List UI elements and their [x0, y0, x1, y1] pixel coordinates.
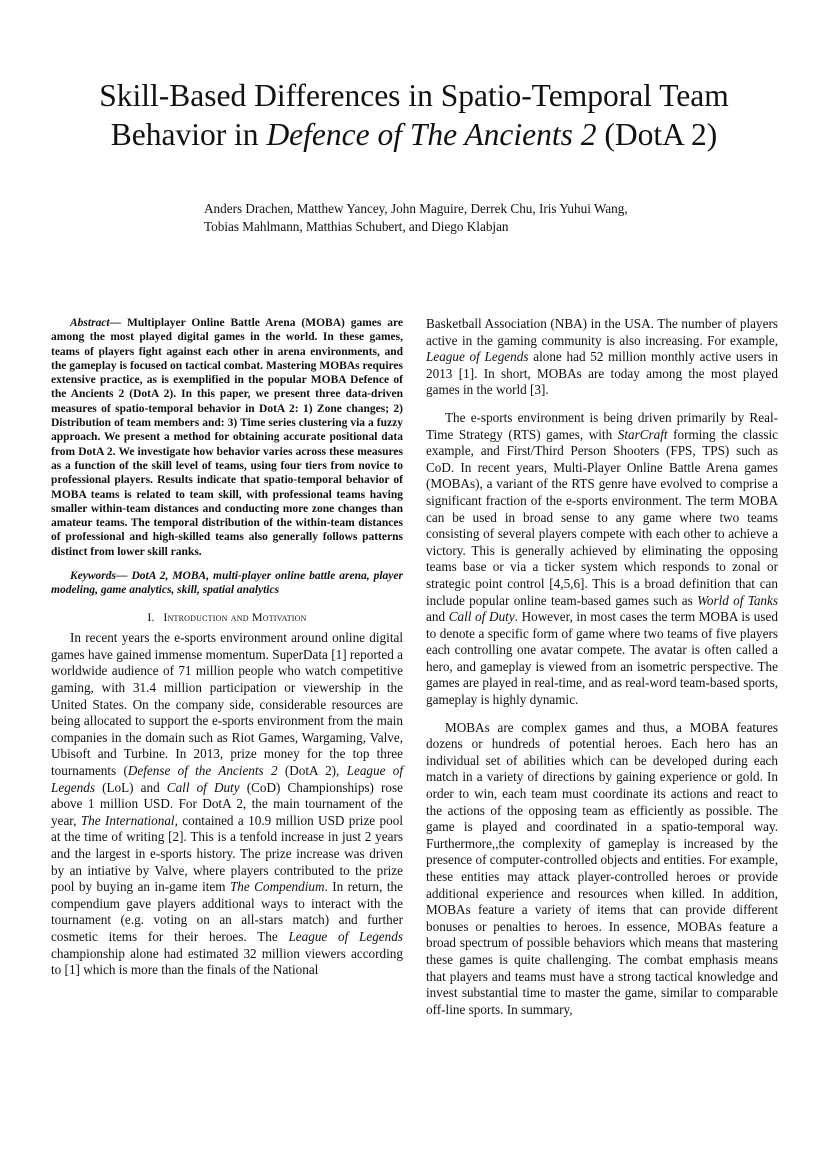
title-game-name: Defence of The Ancients 2 [266, 117, 597, 152]
abstract-text: — Multiplayer Online Battle Arena (MOBA) games are among the most played digital games in the world. In these games, teams of players fight against each other in arena environments, and the gameplay is focused on tactical combat. Mastering MOBAs requires extensive practice, as is exemplified in the popular MOBA Defence of the Ancients 2 (DotA 2). In this paper, we present three data-driven measures of spatio-temporal behavior in DotA 2: 1) Zone changes; 2) Distribution of team members and: 3) Time series clustering via a fuzzy approach. We present a method for obtaining accurate positional data from DotA 2. We investigate how behavior varies across these measures as a function of the skill level of teams, using four tiers from novice to professional players. Results indicate that spatio-temporal behavior of MOBA teams is related to team skill, with professional teams having smaller within-team distances and conducting more zone changes than amateur teams. The temporal distribution of the within-team distances of professional and high-skilled teams also generally follows patterns distinct from lower skill ranks. [51, 317, 403, 558]
intro-text-f: . In return, the compendium gave players additional ways to interact with the tournament (e.g. voting on an all-stars match) and further cosmetic items for their heroes. The [51, 879, 403, 944]
title-line-2-suffix: (DotA 2) [596, 117, 718, 152]
intro-italic-3: Call of Duty [166, 779, 240, 795]
paper-title [40, 76, 788, 154]
intro-italic-2: League of Legends [51, 762, 403, 795]
authors-line-2: Tobias Mahlmann, Matthias Schubert, and Diego Klabjan [204, 219, 509, 234]
intro-italic-1: Defense of the Ancients 2 [127, 762, 278, 778]
intro-paragraph [51, 630, 403, 978]
cont-text-b: alone had 52 million monthly active users in 2013 [1]. In short, MOBAs are today among the most played games in the world [3]. [426, 349, 778, 398]
intro-italic-4: The International, [80, 812, 178, 828]
author-list [204, 200, 764, 236]
cont-text-a: Basketball Association (NBA) in the USA. The number of players active in the gaming community is also increasing. For example, [426, 316, 778, 348]
right-column [426, 316, 778, 1018]
title-line-2-prefix: Behavior in [110, 117, 267, 152]
moba-complexity-paragraph: MOBAs are complex games and thus, a MOBA features dozens or hundreds of potential heroes. Each hero has an individual set of abilities which can be developed during each match in a variety of directions by gaining experience or gold. In order to win, each team must coordinate its actions and react to the actions of the opposing team as efficiently as possible. The game is played and coordinated in a spatio-temporal way. Furthermore,,the complexity of gameplay is increased by the presence of computer-controlled objects and entities. For example, these entities may attack player-controlled heroes or provide additional experience and resources when killed. In addition, MOBAs feature a variety of items that can provide different bonuses or penalties to heroes. In essence, MOBAs feature a broad spectrum of possible behaviors which means that mastering these games is quite challenging. The combat emphasis means that players and teams must have a strong tactical knowledge and invest substantial time to master the game, similar to comparable off-line sports. In summary, [426, 719, 778, 1017]
title-line-1: Skill-Based Differences in Spatio-Temporal Team [99, 78, 729, 113]
keywords-label: Keywords [70, 570, 116, 583]
esports-italic-1: StarCraft [617, 426, 668, 442]
intro-text-c: (LoL) and [94, 779, 167, 795]
authors-line-1: Anders Drachen, Matthew Yancey, John Maguire, Derrek Chu, Iris Yuhui Wang, [204, 201, 628, 216]
intro-text-d: (CoD) Championships) rose above 1 million USD. For DotA 2, the main tournament of the year, [51, 779, 403, 828]
section-heading [51, 609, 403, 626]
continued-paragraph [426, 316, 778, 399]
intro-text-e: contained a 10.9 million USD prize pool at the time of writing [2]. This is a tenfold increase in just 2 years and the largest in e-sports history. The prize increase was driven by an intiative by Valve, where players contributed to the prize pool by buying an in-game item [51, 812, 403, 895]
abstract [51, 316, 403, 559]
esports-text-a: The e-sports environment is being driven primarily by Real-Time Strategy (RTS) games, with [426, 409, 778, 442]
section-number: I. [147, 609, 155, 624]
esports-text-c: and [426, 609, 449, 625]
esports-italic-3: Call of Duty [448, 609, 515, 625]
abstract-label: Abstract [70, 317, 110, 329]
intro-text-a: In recent years the e-sports environment around online digital games have gained immense momentum. SuperData [1] reported a worldwide audience of 71 million people who watch competitive gaming, with 31.4 million participation or viewership in the United States. On the company side, considerable resources are being allocated to support the e-sports environment from the main companies in the domain such as Riot Games, Wargaming, Valve, Ubisoft and Turbine. In 2013, prize money for the top three tournaments ( [51, 630, 403, 778]
intro-italic-5: The Compendium [229, 879, 325, 895]
esports-text-d: . However, in most cases the term MOBA is used to denote a specific form of game where two teams of five players each controlling one avatar compete. The avatar is often called a hero, and gameplay is viewed from an isometric perspective. The games are played in real-time, and as real-word team-based sports, gameplay is highly dynamic. [426, 609, 778, 708]
intro-text-b: (DotA 2), [277, 762, 347, 778]
esports-paragraph [426, 410, 778, 709]
esports-italic-2: World of Tanks [697, 592, 778, 608]
section-title: Introduction and Motivation [163, 609, 307, 624]
intro-text-g: championship alone had estimated 32 million viewers according to [1] which is more than the finals of the National [51, 945, 403, 978]
esports-text-b: forming the classic example, and First/Third Person Shooters (FPS, TPS) such as CoD. In recent years, Multi-Player Online Battle Arena games (MOBAs), a variant of the RTS genre have evolved to comprise a significant fraction of the e-sports environment. The term MOBA can be used in broad sense to any game where two teams consisting of several players compete with each other to achieve a victory. This is generally achieved by eliminating the opposing teams base or via a ticker system which responds to zonal or strategic point control [4,5,6]. This is a broad definition that can include popular online team-based games such as [426, 426, 779, 608]
cont-italic-1: League of Legends [426, 349, 529, 365]
keywords [51, 569, 403, 598]
keywords-text: — DotA 2, MOBA, multi-player online battle arena, player modeling, game analytics, skill, spatial analytics [51, 570, 403, 597]
left-column [51, 316, 403, 979]
intro-italic-6: League of Legends [288, 928, 403, 944]
